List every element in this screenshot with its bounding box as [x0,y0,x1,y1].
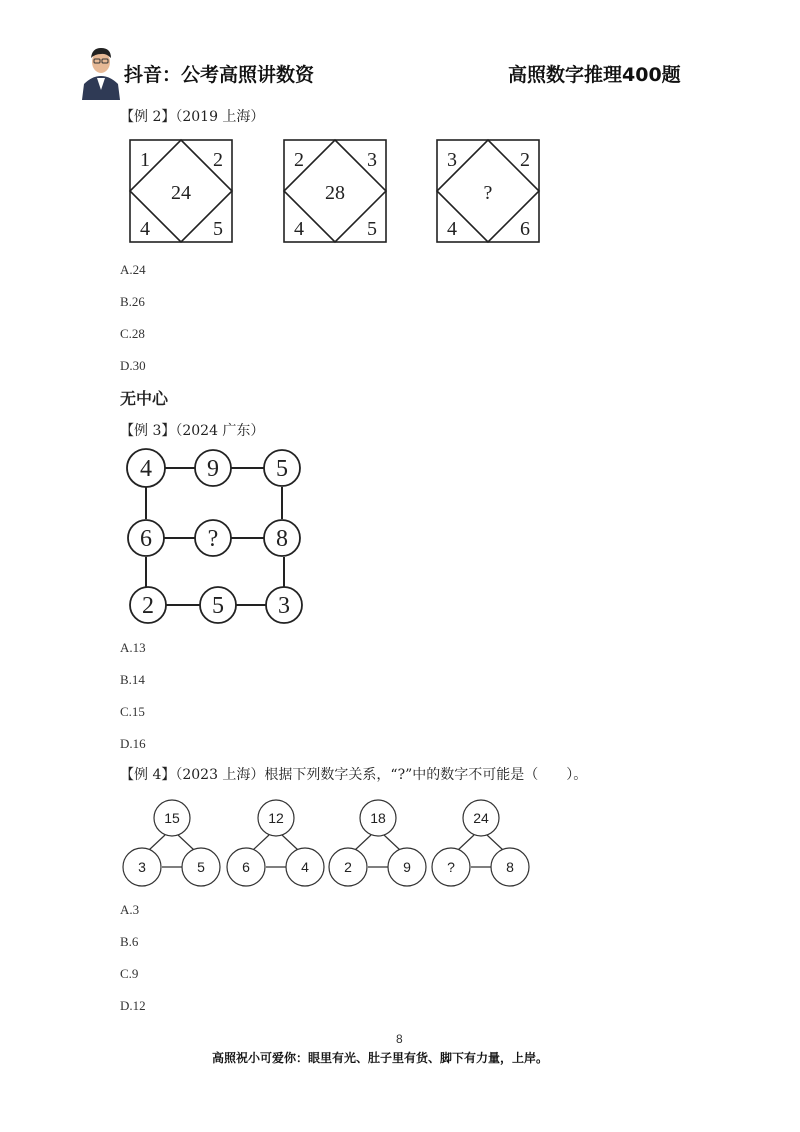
square-2-bottom-left: 4 [294,218,304,240]
square-1-bottom-right: 5 [213,218,223,240]
example-4-option-c: C.9 [120,966,139,981]
example-4-option-a: A.3 [120,902,140,917]
author-avatar [78,42,124,100]
square-2-center: 28 [325,182,345,204]
square-3-bottom-left: 4 [447,218,457,240]
square-2-top-right: 3 [367,149,377,171]
example-2-option-d: D.30 [120,358,146,373]
example-2-figure [120,132,560,250]
triangle-4-right: 8 [506,859,514,875]
square-3-top-right: 2 [520,149,530,171]
example-2-option-c: C.28 [120,326,145,341]
grid-node-3: 5 [276,456,288,482]
example-3-label: 【例 3】（2024 广东） [120,423,265,439]
grid-node-7: 2 [142,593,154,619]
square-1-top-left: 1 [140,149,150,171]
triangle-3-left: 2 [344,859,352,875]
grid-node-9: 3 [278,593,290,619]
triangle-2-right: 4 [301,859,309,875]
grid-node-1: 4 [140,456,152,482]
grid-node-5: ? [207,526,219,552]
square-3-center: ? [483,182,493,204]
example-2-option-b: B.26 [120,294,145,309]
triangle-1-left: 3 [138,859,146,875]
triangle-3-right: 9 [403,859,411,875]
square-1-bottom-left: 4 [140,218,150,240]
triangle-1-top: 15 [164,810,180,826]
triangle-3-top: 18 [370,810,386,826]
example-2-option-a: A.24 [120,262,146,277]
example-2-label: 【例 2】（2019 上海） [120,109,265,125]
example-3-figure [120,446,320,630]
square-3-top-left: 3 [447,149,457,171]
example-4-option-d: D.12 [120,998,146,1013]
grid-node-8: 5 [212,593,224,619]
grid-node-4: 6 [140,526,152,552]
example-4-label: 【例 4】（2023 上海）根据下列数字关系，“?”中的数字不可能是（ ）。 [120,767,588,783]
section-heading-no-center: 无中心 [120,389,169,408]
example-3-option-b: B.14 [120,672,145,687]
square-2-bottom-right: 5 [367,218,377,240]
triangle-2-left: 6 [242,859,250,875]
square-3-bottom-right: 6 [520,218,530,240]
square-1-top-right: 2 [213,149,223,171]
triangle-1-right: 5 [197,859,205,875]
square-2-top-left: 2 [294,149,304,171]
footer-slogan: 高照祝小可爱你：眼里有光、肚子里有货、脚下有力量，上岸。 [212,1051,549,1065]
square-1-center: 24 [171,182,191,204]
example-4-option-b: B.6 [120,934,139,949]
example-3-option-d: D.16 [120,736,146,751]
triangle-4-left: ? [447,859,455,875]
grid-node-2: 9 [207,456,219,482]
example-4-figure [120,798,540,888]
header-left-title: 抖音：公考高照讲数资 [124,64,315,86]
page-number: 8 [396,1032,403,1046]
triangle-4-top: 24 [473,810,489,826]
example-3-option-a: A.13 [120,640,146,655]
triangle-2-top: 12 [268,810,284,826]
grid-node-6: 8 [276,526,288,552]
header-right-title: 高照数字推理400题 [508,64,681,86]
example-3-option-c: C.15 [120,704,145,719]
